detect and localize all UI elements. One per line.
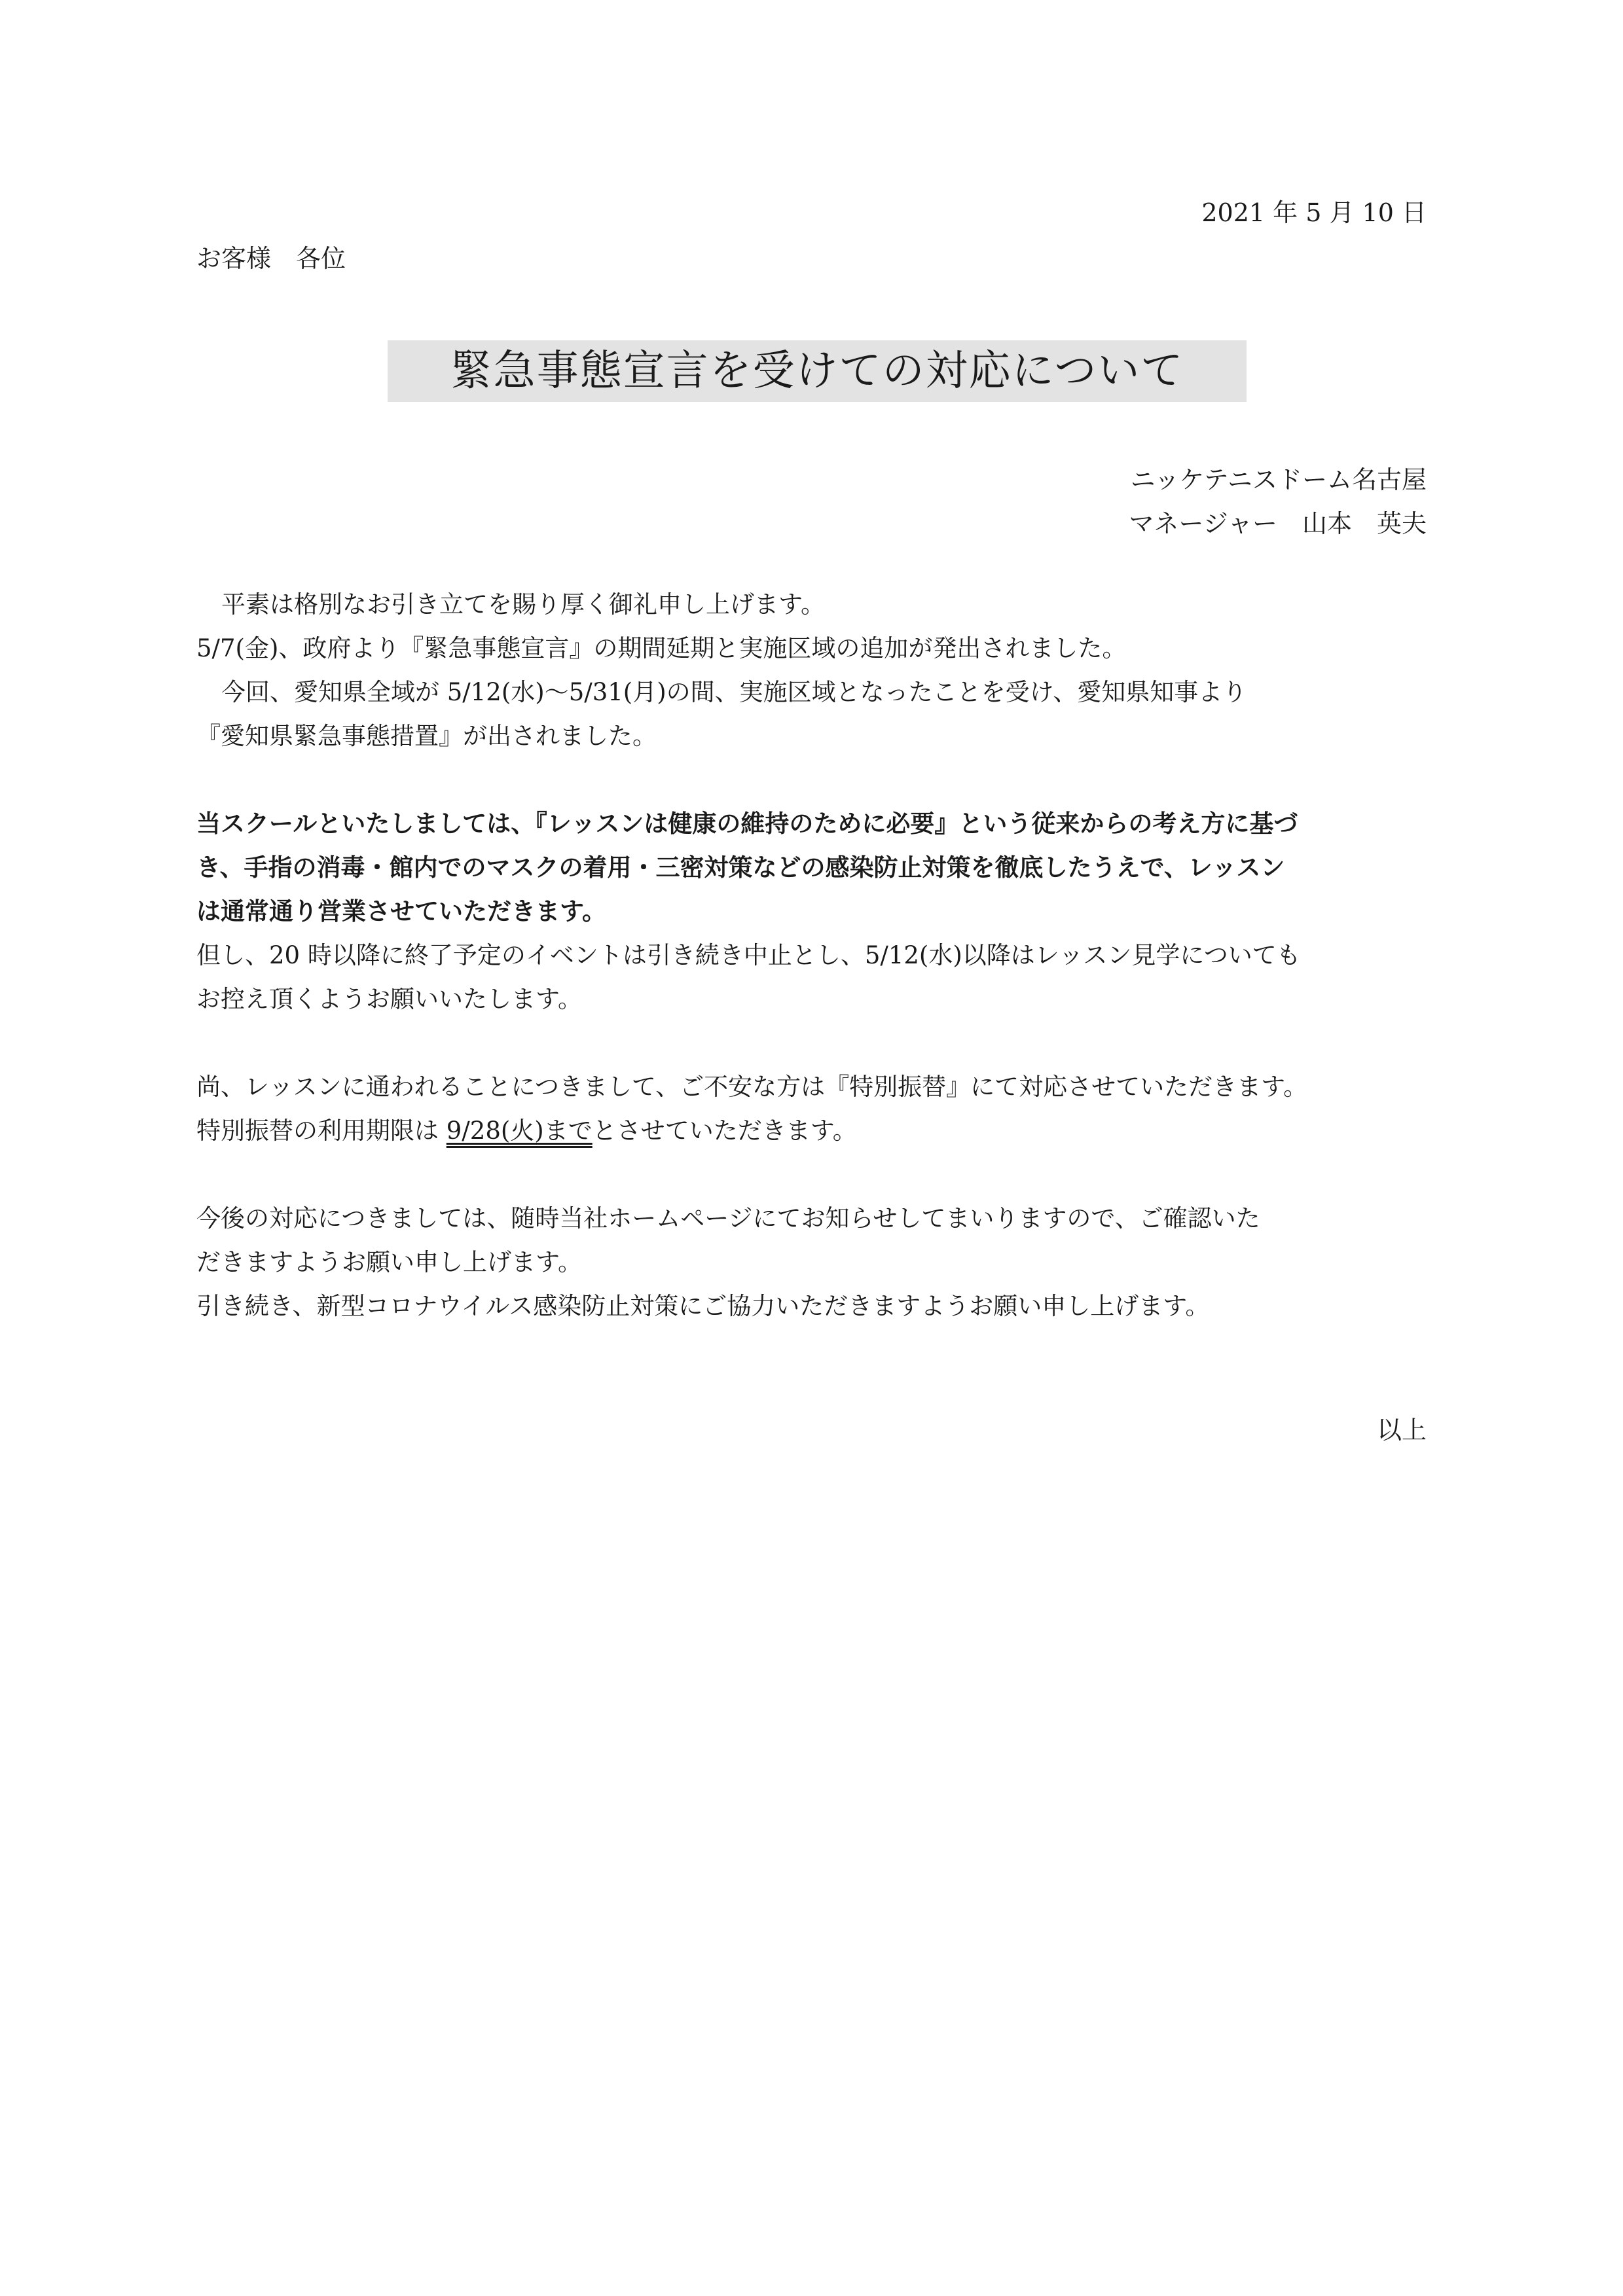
paragraph-spacer: [196, 1021, 1427, 1065]
transfer-line-1: 尚、レッスンに通われることにつきまして、ご不安な方は『特別振替』にて対応させていただきます。: [196, 1073, 1308, 1101]
paragraph-spacer: [196, 1153, 1427, 1196]
closing-mark: 以上: [1376, 1416, 1427, 1444]
intro-line-4: 『愛知県緊急事態措置』が出されました。: [196, 722, 657, 750]
title-banner: [388, 340, 1247, 402]
policy-bold-line-2: き、手指の消毒・館内でのマスクの着用・三密対策などの感染防止対策を徹底したうえで、レッスン: [196, 853, 1285, 882]
transfer-line-2: [196, 1109, 1427, 1153]
future-line-3: 引き続き、新型コロナウイルス感染防止対策にご協力いただきますようお願い申し上げます。: [196, 1292, 1210, 1320]
sender-organization: ニッケテニスドーム名古屋: [1130, 465, 1427, 494]
future-line-2: だきますようお願い申し上げます。: [196, 1248, 583, 1276]
body-text: [196, 583, 1427, 1328]
future-line-1: 今後の対応につきましては、随時当社ホームページにてお知らせしてまいりますので、ご確認いた: [196, 1204, 1260, 1232]
transfer-deadline: 9/28(火)まで: [446, 1117, 593, 1145]
paragraph-spacer: [196, 758, 1427, 802]
sender-block: [1129, 458, 1427, 546]
policy-line-4: 但し、20 時以降に終了予定のイベントは引き続き中止とし、5/12(水)以降はレッスン見学についても: [196, 941, 1301, 969]
intro-line-1: 平素は格別なお引き立てを賜り厚く御礼申し上げます。: [221, 590, 826, 619]
intro-line-2: 5/7(金)、政府より『緊急事態宣言』の期間延期と実施区域の追加が発出されました。: [196, 634, 1127, 662]
policy-bold-line-3: は通常通り営業させていただきます。: [196, 897, 607, 925]
policy-bold-line-1: 当スクールといたしましては、『レッスンは健康の維持のために必要』という従来からの考え方に基づ: [196, 810, 1298, 838]
sender-person: マネージャー 山本 英夫: [1129, 509, 1427, 538]
intro-line-3: 今回、愛知県全域が 5/12(水)～5/31(月)の間、実施区域となったことを受け、愛知県知事より: [221, 678, 1247, 706]
transfer-line-2-prefix: 特別振替の利用期限は: [196, 1117, 447, 1145]
addressee: お客様 各位: [196, 244, 346, 273]
policy-line-5: お控え頂くようお願いいたします。: [196, 985, 583, 1013]
document-date: 2021 年 5 月 10 日: [1201, 198, 1427, 227]
document-title: 緊急事態宣言を受けての対応について: [450, 347, 1184, 395]
transfer-line-2-suffix: とさせていただきます。: [592, 1117, 857, 1145]
